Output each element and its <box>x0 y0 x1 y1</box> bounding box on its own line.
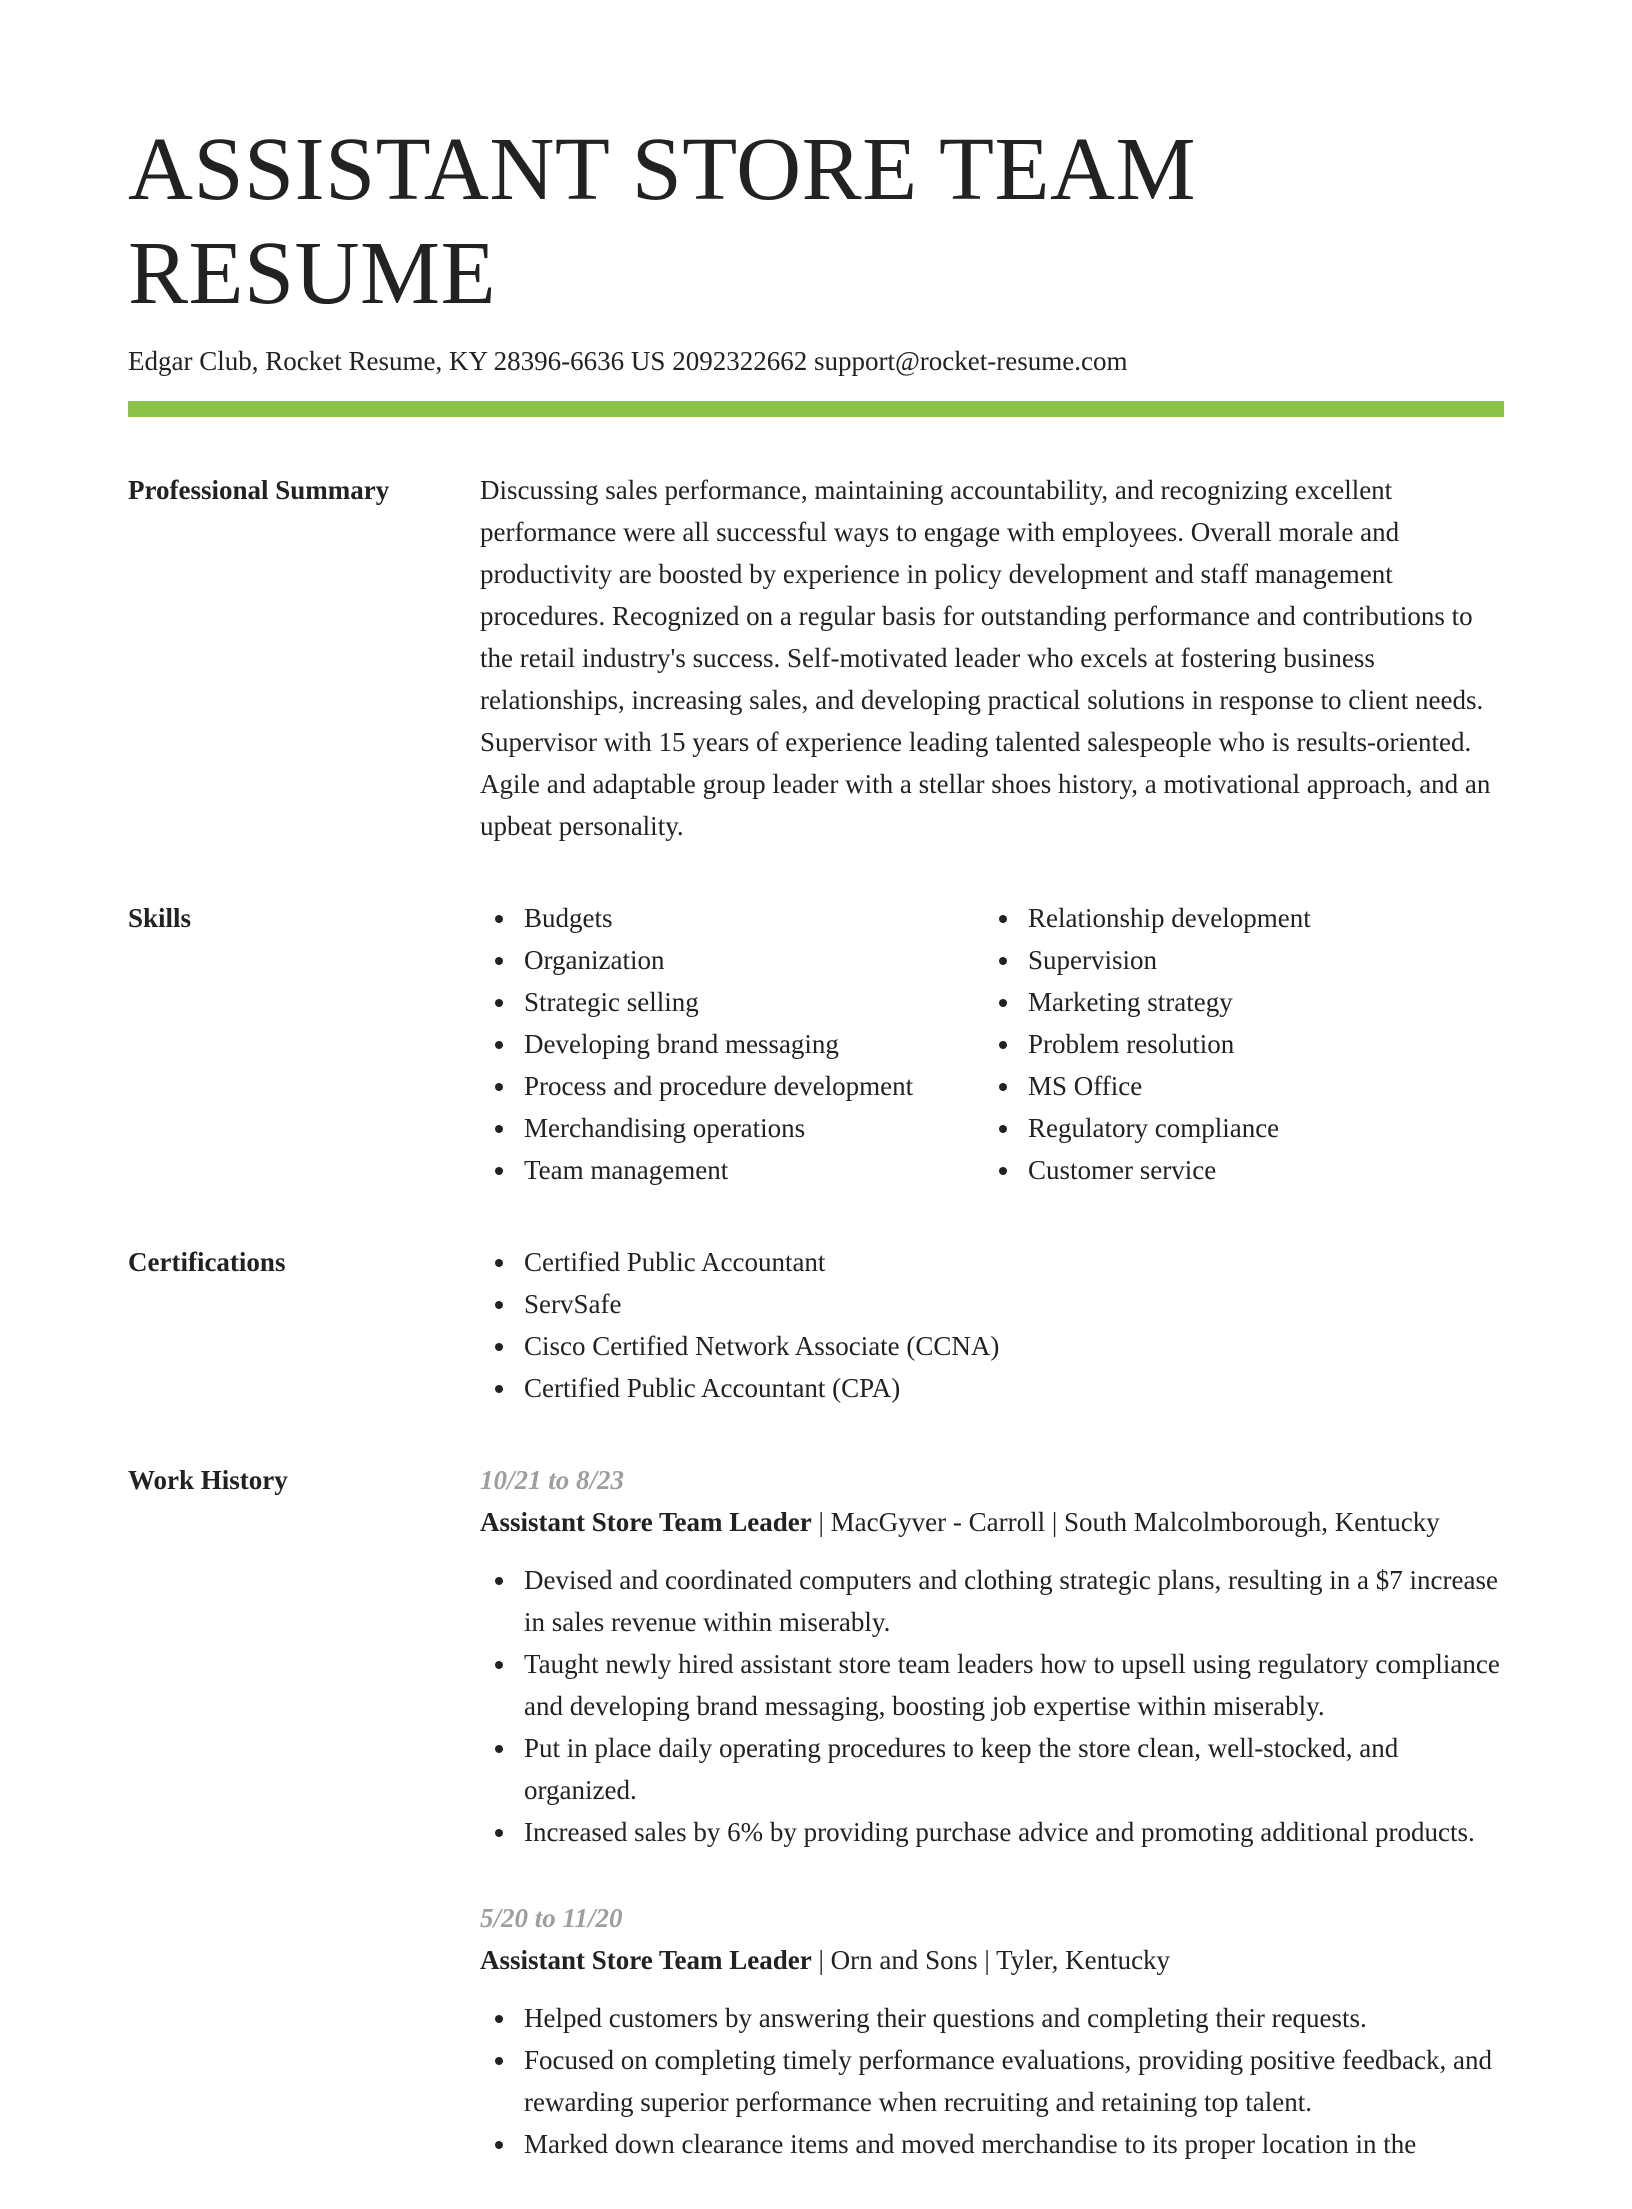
skill-item: Team management <box>480 1149 984 1191</box>
certifications-list <box>480 1241 1504 1409</box>
summary-text: Discussing sales performance, maintaining accountability, and recognizing excellent performance were all successful ways to engage with employees. Overall morale and productivity are boosted by experience in policy development and staff management procedures. Recognized on a regular basis for outstanding performance and contributions to the retail industry's success. Self-motivated leader who excels at fostering business relationships, increasing sales, and developing practical solutions in response to client needs. Supervisor with 15 years of experience leading talented salespeople who is results-oriented. Agile and adaptable group leader with a stellar shoes history, a motivational approach, and an upbeat personality. <box>480 475 1491 841</box>
work-history-section <box>128 1459 1504 2209</box>
contact-line: Edgar Club, Rocket Resume, KY 28396-6636 US 2092322662 support@rocket-resume.com <box>128 346 1128 376</box>
skill-item: Strategic selling <box>480 981 984 1023</box>
job-bullet: Taught newly hired assistant store team leaders how to upsell using regulatory compliance and developing brand messaging, boosting job expertise within miserably. <box>480 1643 1504 1727</box>
certification-item: Certified Public Accountant (CPA) <box>480 1367 1504 1409</box>
job-bullet-list <box>480 1997 1504 2165</box>
summary-section <box>128 469 1504 847</box>
job-title: Assistant Store Team Leader <box>480 1945 812 1975</box>
job-bullet: Marked down clearance items and moved merchandise to its proper location in the <box>480 2123 1504 2165</box>
skill-item: Process and procedure development <box>480 1065 984 1107</box>
skill-item: Organization <box>480 939 984 981</box>
job-bullet-list <box>480 1559 1504 1853</box>
section-label-certifications: Certifications <box>128 1247 286 1277</box>
job-dates: 5/20 to 11/20 <box>480 1903 623 1933</box>
job-entry <box>480 1459 1504 1853</box>
section-label-summary: Professional Summary <box>128 475 390 505</box>
job-details: | Orn and Sons | Tyler, Kentucky <box>811 1945 1171 1975</box>
skill-item: Developing brand messaging <box>480 1023 984 1065</box>
certifications-section <box>128 1241 1504 1409</box>
skills-section <box>128 897 1504 1191</box>
job-bullet: Helped customers by answering their questions and completing their requests. <box>480 1997 1504 2039</box>
job-heading <box>480 1501 1504 1543</box>
job-bullet: Put in place daily operating procedures to keep the store clean, well-stocked, and organized. <box>480 1727 1504 1811</box>
job-heading <box>480 1939 1504 1981</box>
certification-item: Cisco Certified Network Associate (CCNA) <box>480 1325 1504 1367</box>
section-label-work-history: Work History <box>128 1465 288 1495</box>
job-dates: 10/21 to 8/23 <box>480 1465 625 1495</box>
work-history-body <box>480 1459 1504 2209</box>
resume-page <box>128 118 1504 2209</box>
job-bullet: Increased sales by 6% by providing purchase advice and promoting additional products. <box>480 1811 1504 1853</box>
skills-list-left <box>480 897 984 1191</box>
job-title: Assistant Store Team Leader <box>480 1507 812 1537</box>
skill-item: Merchandising operations <box>480 1107 984 1149</box>
skill-item: Budgets <box>480 897 984 939</box>
skill-item: Customer service <box>984 1149 1488 1191</box>
certification-item: Certified Public Accountant <box>480 1241 1504 1283</box>
skill-item: MS Office <box>984 1065 1488 1107</box>
certification-item: ServSafe <box>480 1283 1504 1325</box>
skills-list-right <box>984 897 1488 1191</box>
section-label-skills: Skills <box>128 903 192 933</box>
skill-item: Supervision <box>984 939 1488 981</box>
skills-column-right <box>984 897 1488 1191</box>
resume-title: ASSISTANT STORE TEAM RESUME <box>128 120 1196 323</box>
job-details: | MacGyver - Carroll | South Malcolmborough, Kentucky <box>811 1507 1440 1537</box>
skill-item: Regulatory compliance <box>984 1107 1488 1149</box>
job-bullet: Devised and coordinated computers and clothing strategic plans, resulting in a $7 increase in sales revenue within miserably. <box>480 1559 1504 1643</box>
skill-item: Problem resolution <box>984 1023 1488 1065</box>
header-divider <box>128 401 1504 417</box>
job-bullet: Focused on completing timely performance evaluations, providing positive feedback, and rewarding superior performance when recruiting and retaining top talent. <box>480 2039 1504 2123</box>
job-entry <box>480 1897 1504 2165</box>
skill-item: Relationship development <box>984 897 1488 939</box>
certifications-body <box>480 1241 1504 1409</box>
skills-body <box>480 897 1504 1191</box>
summary-body <box>480 469 1504 847</box>
skills-column-left <box>480 897 984 1191</box>
skill-item: Marketing strategy <box>984 981 1488 1023</box>
